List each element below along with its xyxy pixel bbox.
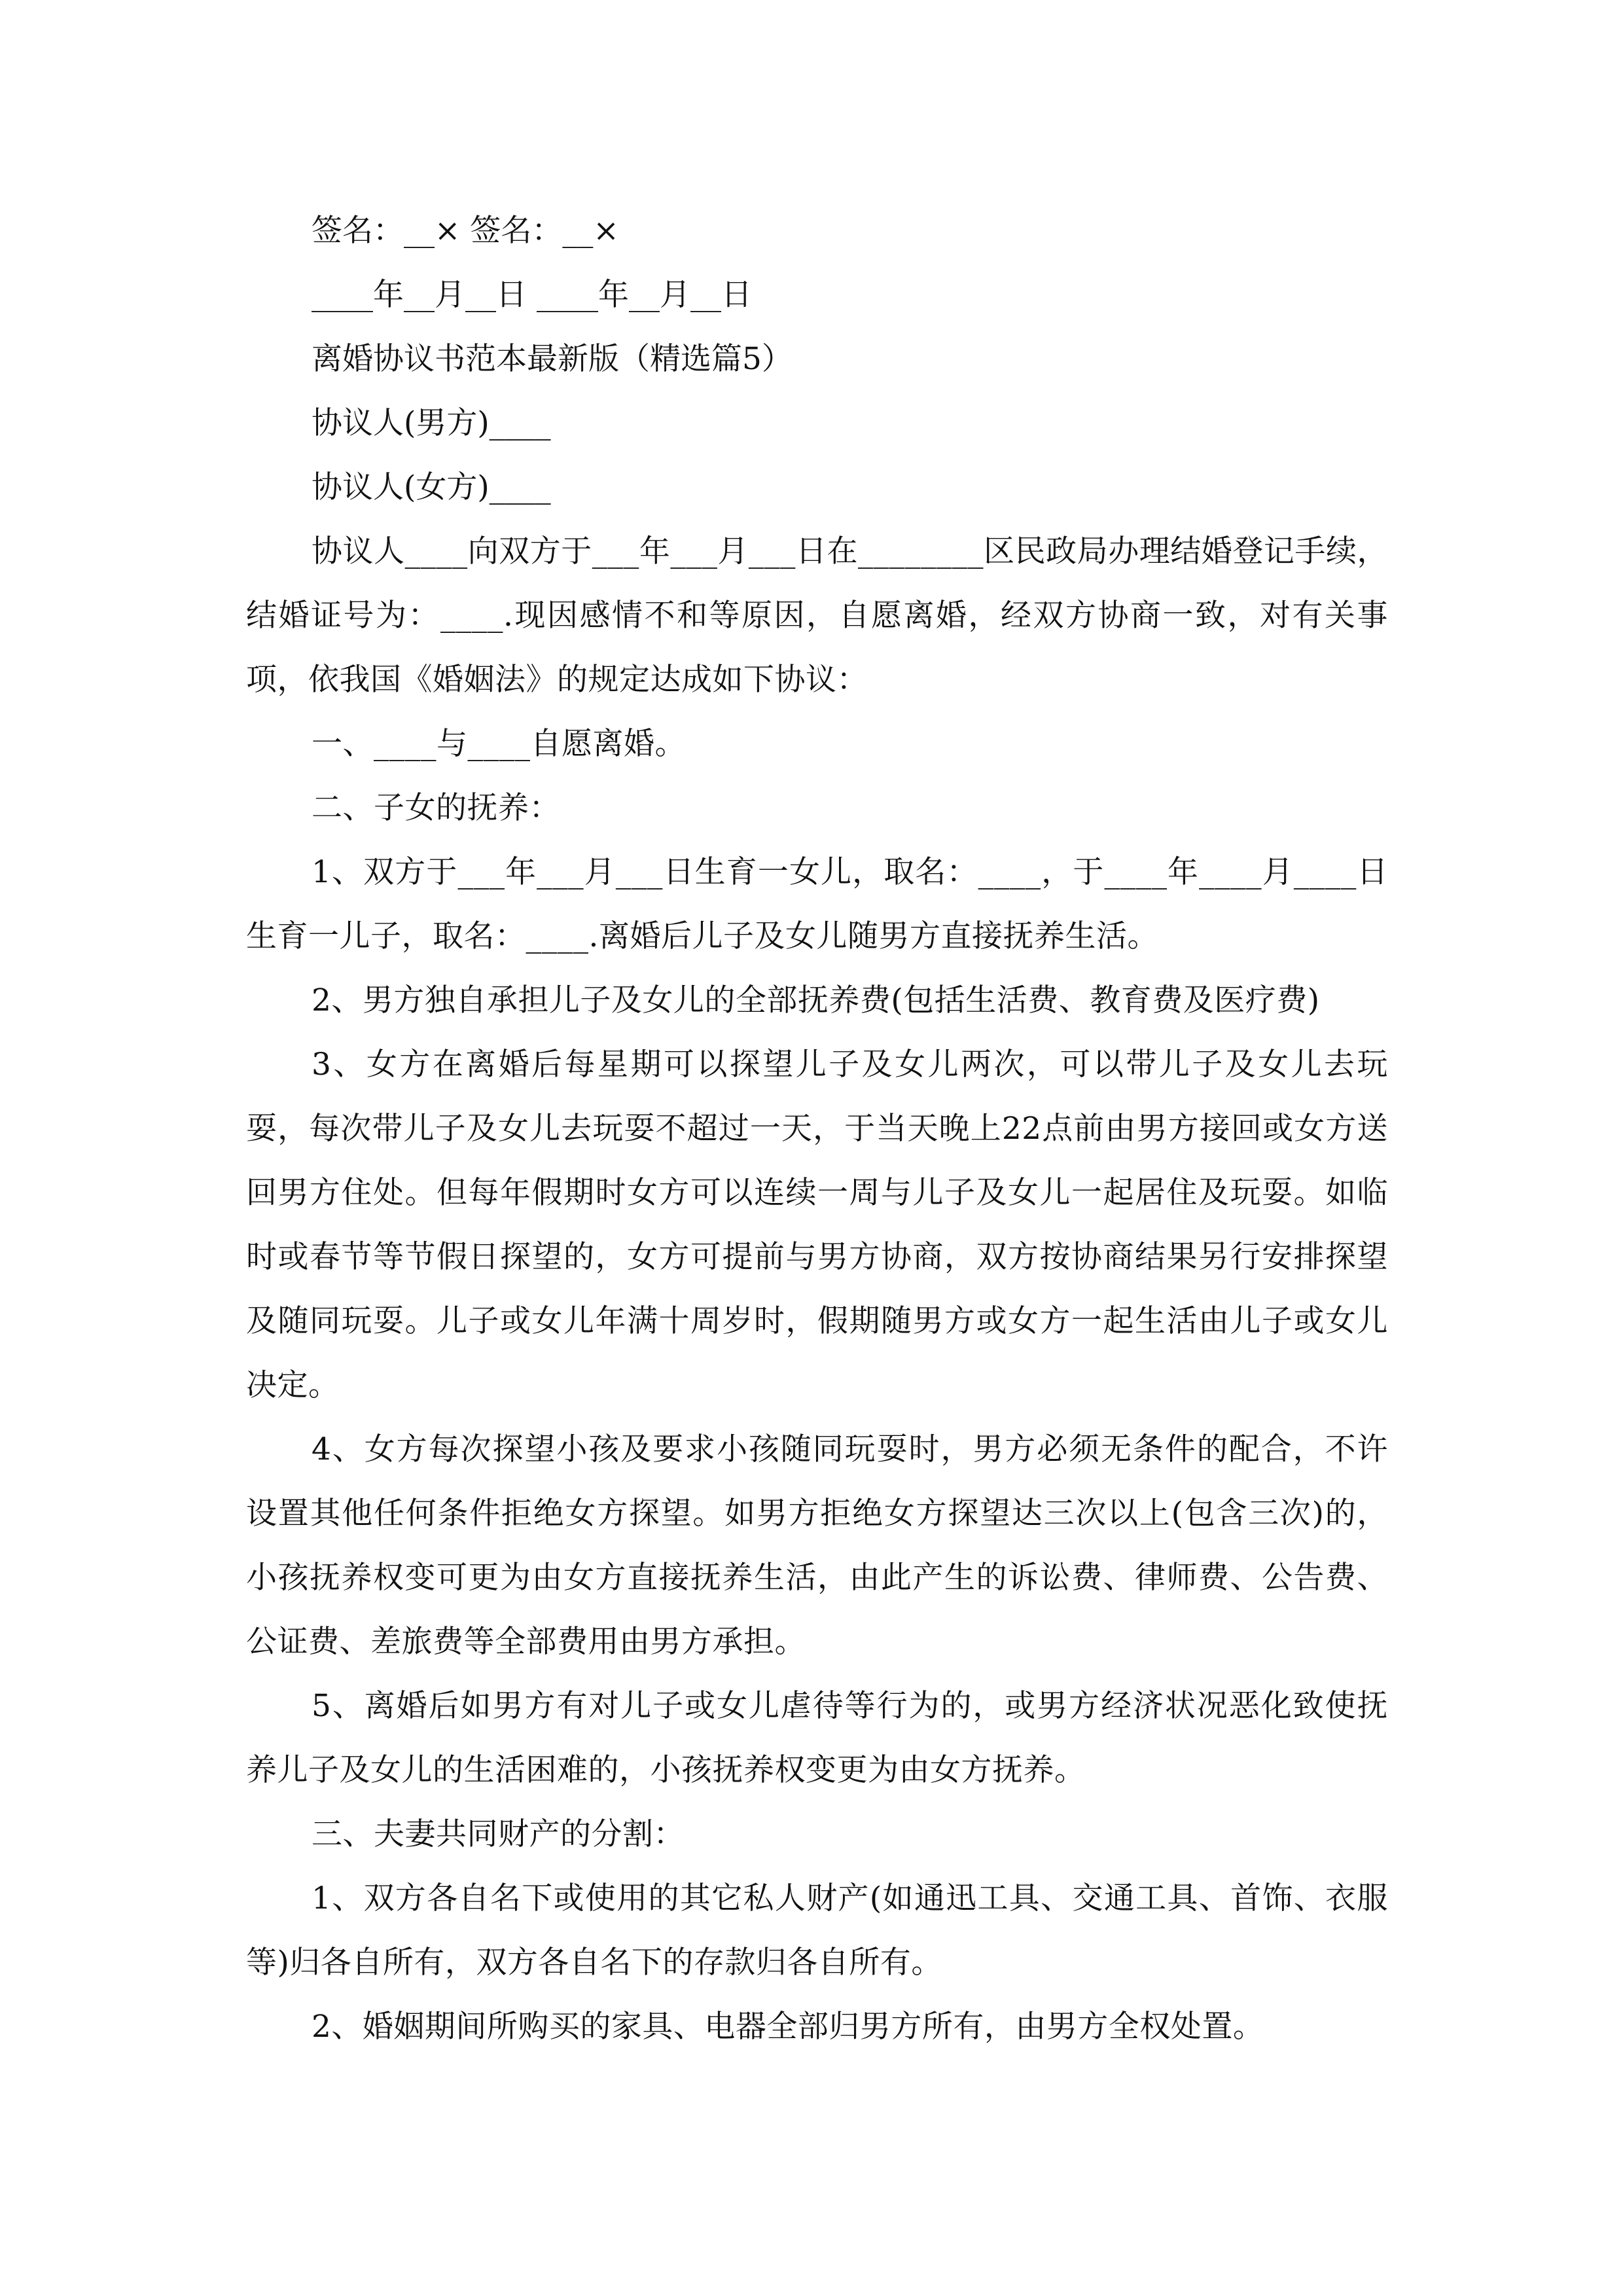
- paragraph-property-1: 1、双方各自名下或使用的其它私人财产(如通迅工具、交通工具、首饰、衣服等)归各自所有，双方各自名下的存款归各自所有。: [246, 1880, 1388, 1981]
- document-body: [246, 199, 1388, 2059]
- paragraph-custody-4: 4、女方每次探望小孩及要求小孩随同玩耍时，男方必须无条件的配合，不许设置其他任何条件拒绝女方探望。如男方拒绝女方探望达三次以上(包含三次)的，小孩抚养权变可更为由女方直接抚养生活，由此产生的诉讼费、律师费、公告费、公证费、差旅费等全部费用由男方承担。: [246, 1431, 1388, 1660]
- party-female: 协议人(女方)____: [312, 469, 551, 505]
- paragraph-property-2: 2、婚姻期间所购买的家具、电器全部归男方所有，由男方全权处置。: [312, 2009, 1264, 2045]
- paragraph-clause-2-heading: 二、子女的抚养：: [312, 790, 560, 826]
- paragraph-custody-5: 5、离婚后如男方有对儿子或女儿虐待等行为的，或男方经济状况恶化致使抚养儿子及女儿的生活困难的，小孩抚养权变更为由女方抚养。: [246, 1688, 1388, 1788]
- paragraph-custody-3: 3、女方在离婚后每星期可以探望儿子及女儿两次，可以带儿子及女儿去玩耍，每次带儿子及女儿去玩耍不超过一天，于当天晚上22点前由男方接回或女方送回男方住处。但每年假期时女方可以连续一周与儿子及女儿一起居住及玩耍。如临时或春节等节假日探望的，女方可提前与男方协商，双方按协商结果另行安排探望及随同玩耍。儿子或女儿年满十周岁时，假期随男方或女方一起生活由儿子或女儿决定。: [246, 1047, 1388, 1403]
- section-title: 离婚协议书范本最新版（精选篇5）: [312, 341, 793, 377]
- paragraph-custody-2: 2、男方独自承担儿子及女儿的全部抚养费(包括生活费、教育费及医疗费): [312, 982, 1320, 1018]
- date-line: ____年__月__日 ____年__月__日: [312, 277, 752, 313]
- signature-line: 签名：__× 签名：__×: [312, 213, 619, 249]
- paragraph-clause-1: 一、____与____自愿离婚。: [312, 726, 686, 762]
- paragraph-clause-3-heading: 三、夫妻共同财产的分割：: [312, 1816, 685, 1852]
- paragraph-intro: 协议人____向双方于___年___月___日在________区民政局办理结婚登记手续，结婚证号为：____.现因感情不和等原因，自愿离婚，经双方协商一致，对有关事项，依我国《婚姻法》的规定达成如下协议：: [246, 533, 1388, 698]
- paragraph-custody-1: 1、双方于___年___月___日生育一女儿，取名：____，于____年____月____日生育一儿子，取名：____.离婚后儿子及女儿随男方直接抚养生活。: [246, 854, 1388, 954]
- party-male: 协议人(男方)____: [312, 405, 551, 441]
